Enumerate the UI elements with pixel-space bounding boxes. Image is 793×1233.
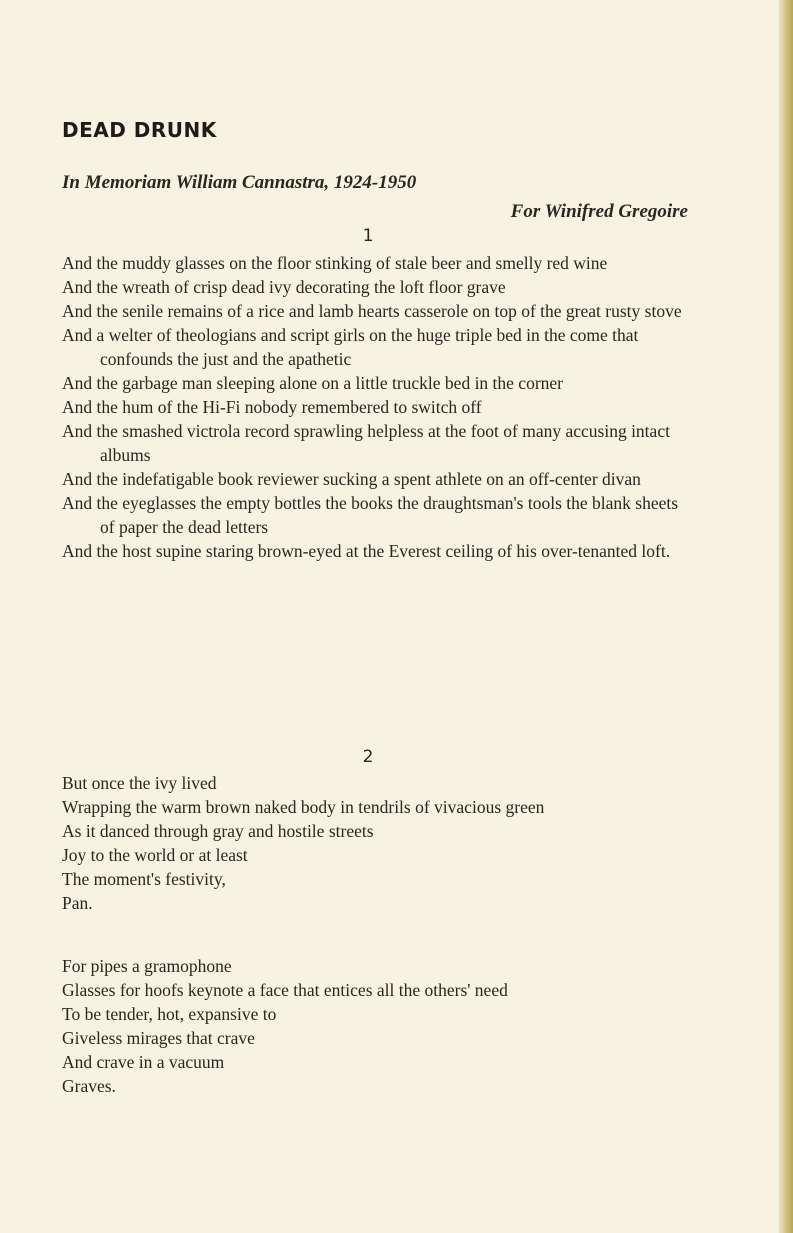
verse-line: And the host supine staring brown-eyed at the Everest ceiling of his over-tenanted loft.: [62, 541, 671, 561]
section-1-verse: [62, 251, 688, 563]
verse-line: Graves.: [62, 1076, 116, 1096]
verse-line: And the garbage man sleeping alone on a little truckle bed in the corner: [62, 373, 563, 393]
verse-line: Joy to the world or at least: [62, 845, 248, 865]
section-2-stanza-1: [62, 771, 688, 915]
memoriam-line: In Memoriam William Cannastra, 1924-1950: [62, 172, 417, 193]
verse-line: As it danced through gray and hostile streets: [62, 821, 374, 841]
verse-line: And crave in a vacuum: [62, 1052, 225, 1072]
verse-line: Giveless mirages that crave: [62, 1028, 255, 1048]
verse-line: And the hum of the Hi-Fi nobody remembered to switch off: [62, 397, 482, 417]
verse-line: The moment's festivity,: [62, 869, 226, 889]
verse-line: And the wreath of crisp dead ivy decorating the loft floor grave: [62, 277, 506, 297]
verse-line: And the muddy glasses on the floor stinking of stale beer and smelly red wine: [62, 253, 608, 273]
section-number: 2: [362, 747, 374, 767]
section-2-stanza-2: [62, 954, 688, 1098]
verse-line: And the senile remains of a rice and lamb hearts casserole on top of the great rusty stove: [62, 301, 682, 321]
section-number: 1: [362, 226, 374, 246]
page-edge: [780, 0, 793, 1233]
verse-line: Wrapping the warm brown naked body in tendrils of vivacious green: [62, 797, 545, 817]
verse-line: Pan.: [62, 893, 93, 913]
poem-title: DEAD DRUNK: [62, 118, 217, 142]
verse-line: But once the ivy lived: [62, 773, 217, 793]
verse-line: Glasses for hoofs keynote a face that entices all the others' need: [62, 980, 508, 1000]
verse-line: And a welter of theologians and script girls on the huge triple bed in the come that confounds the just and the apathetic: [62, 325, 639, 369]
dedication-line: For Winifred Gregoire: [510, 201, 688, 222]
verse-line: For pipes a gramophone: [62, 956, 232, 976]
verse-line: And the smashed victrola record sprawling helpless at the foot of many accusing intact albums: [62, 421, 670, 465]
verse-line: And the indefatigable book reviewer sucking a spent athlete on an off-center divan: [62, 469, 641, 489]
verse-line: To be tender, hot, expansive to: [62, 1004, 277, 1024]
verse-line: And the eyeglasses the empty bottles the books the draughtsman's tools the blank sheets of paper the dead letters: [62, 493, 679, 537]
